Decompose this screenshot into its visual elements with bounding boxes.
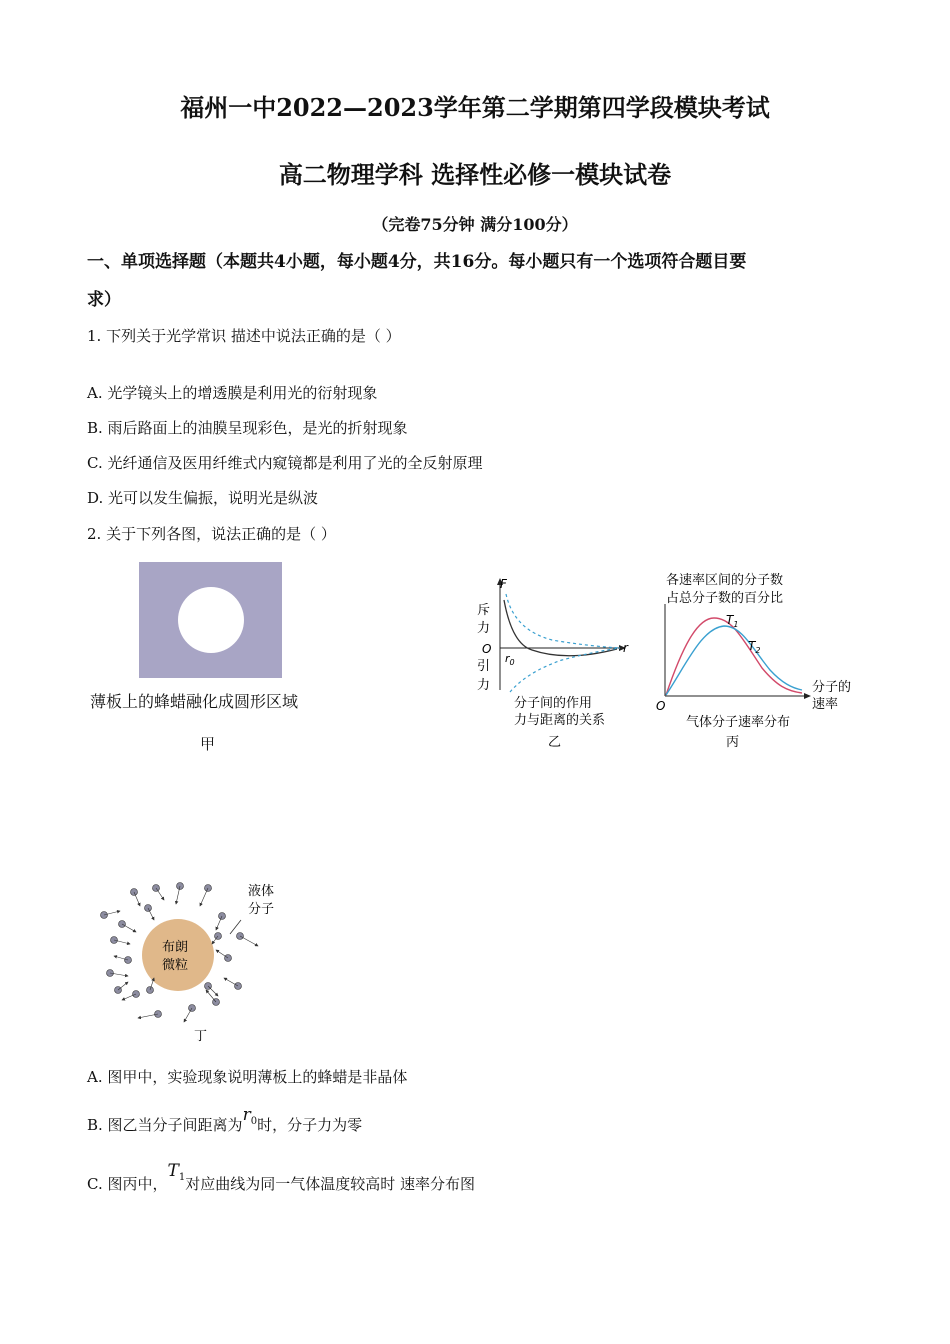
repulsive-label-1: 斥: [477, 603, 491, 618]
figure-ding: [98, 878, 288, 1048]
liquid-label-1: 液体: [248, 884, 275, 899]
figure-yi-caption-1: 分子间的作用: [514, 696, 593, 711]
origin-label: O: [482, 642, 492, 656]
attractive-label-2: 力: [477, 678, 491, 693]
axis-f-label: F: [500, 577, 507, 591]
plate-illustration: [139, 562, 282, 678]
q2-option-c-sub: 1: [178, 1172, 186, 1183]
liquid-pointer: [230, 920, 241, 934]
q1-option-b: B. 雨后路面上的油膜呈现彩色，是光的折射现象: [87, 419, 408, 437]
curve-t2: [666, 626, 802, 695]
t2-label: $T_2$: [748, 639, 761, 655]
axis-r-label: r: [623, 641, 628, 655]
origin-label: O: [656, 699, 666, 713]
x-label-1: 分子的: [812, 680, 852, 695]
melted-wax-circle: [178, 587, 244, 653]
q1-option-a: A. 光学镜头上的增透膜是利用光的衍射现象: [87, 384, 378, 402]
liquid-label-2: 分子: [248, 902, 275, 917]
figure-bing: [652, 568, 862, 753]
q1-stem: 1. 下列关于光学常识 描述中说法正确的是（ ）: [87, 327, 401, 345]
x-axis-arrow: [804, 693, 811, 699]
t1-label: $T_1$: [726, 613, 739, 629]
figure-jia: [139, 562, 282, 678]
q2-option-c-text-end: 对应曲线为同一气体温度较高时 速率分布图: [185, 1175, 475, 1193]
exam-meta: （完卷75分钟 满分100分）: [372, 215, 578, 234]
q2-option-b: [87, 1104, 362, 1140]
brownian-particle: [142, 919, 214, 991]
figure-bing-label: 丙: [726, 735, 740, 750]
figure-jia-label: 甲: [200, 735, 216, 753]
y-label-2: 占总分子数的百分比: [666, 591, 784, 606]
section-heading: 一、单项选择题（本题共4小题，每小题4分，共16分。每小题只有一个选项符合题目要: [87, 252, 747, 272]
figure-yi: [472, 572, 634, 752]
x-label-2: 速率: [812, 697, 839, 712]
exam-title: 福州一中2022—2023学年第二学期第四学段模块考试: [180, 93, 770, 122]
force-distance-graph: [472, 572, 634, 752]
particle-label-2: 微粒: [162, 958, 189, 973]
q2-option-a: A. 图甲中，实验现象说明薄板上的蜂蜡是非晶体: [87, 1068, 408, 1086]
figure-jia-caption: 薄板上的蜂蜡融化成圆形区域: [90, 692, 299, 711]
r0-label: $r_0$: [505, 652, 515, 667]
particle-label-1: 布朗: [162, 940, 189, 955]
q2-option-b-sub: 0: [250, 1116, 258, 1127]
brownian-motion-diagram: [98, 878, 288, 1048]
attractive-force-curve: [510, 648, 620, 692]
curve-t1: [666, 618, 802, 695]
q2-option-c: [87, 1160, 475, 1196]
q2-option-c-var: T: [167, 1161, 179, 1181]
q2-option-b-text: B. 图乙当分子间距离为: [87, 1116, 243, 1134]
q2-stem: 2. 关于下列各图，说法正确的是（ ）: [87, 525, 336, 543]
y-label-1: 各速率区间的分子数: [666, 573, 784, 588]
net-force-curve: [504, 600, 617, 656]
q1-option-d: D. 光可以发生偏振，说明光是纵波: [87, 489, 319, 507]
figure-ding-label: 丁: [194, 1029, 208, 1044]
figure-bing-caption: 气体分子速率分布: [686, 715, 791, 730]
q2-option-b-var: r: [242, 1105, 251, 1125]
q2-option-c-text: C. 图丙中，: [87, 1175, 168, 1193]
repulsive-force-curve: [506, 594, 620, 648]
repulsive-label-2: 力: [477, 621, 491, 636]
q2-option-b-text-end: 时，分子力为零: [257, 1116, 363, 1134]
section-heading-cont: 求）: [87, 290, 121, 310]
figure-yi-label: 乙: [548, 735, 562, 750]
speed-distribution-graph: [652, 568, 862, 753]
figure-yi-caption-2: 力与距离的关系: [514, 713, 606, 728]
exam-subtitle: 高二物理学科 选择性必修一模块试卷: [278, 160, 672, 189]
q1-option-c: C. 光纤通信及医用纤维式内窥镜都是利用了光的全反射原理: [87, 454, 483, 472]
attractive-label-1: 引: [477, 659, 491, 674]
